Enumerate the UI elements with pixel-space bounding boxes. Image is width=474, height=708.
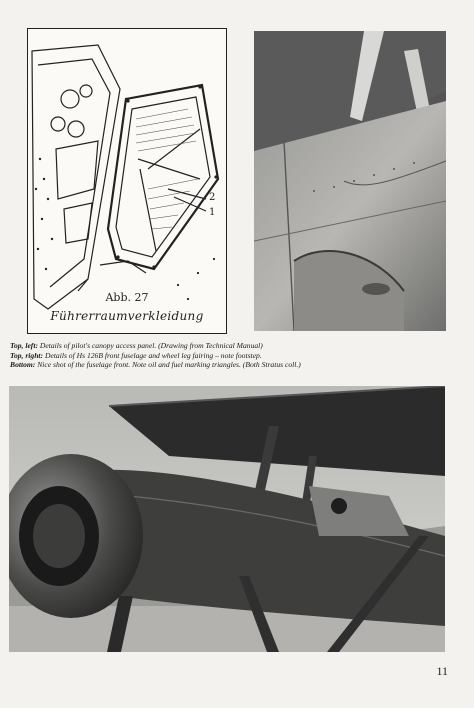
caption-lead: Top, left: <box>10 341 38 350</box>
figure-label: Abb. 27 <box>105 291 149 304</box>
canopy-panel-drawing <box>28 29 226 333</box>
page-number: 11 <box>436 664 448 678</box>
technical-drawing-panel <box>27 28 227 334</box>
fuselage-detail-photo <box>254 31 446 331</box>
caption-text: Details of Hs 126B front fuselage and wheel leg fairing – note footstep. <box>43 350 262 360</box>
caption-line <box>10 341 450 351</box>
caption-text: Details of pilot's canopy access panel. (Drawing from Technical Manual) <box>37 341 263 350</box>
caption-text: Nice shot of the fuselage front. Note oil and fuel marking triangles. (Both Stratus coll.) <box>35 360 301 370</box>
caption-line <box>10 360 450 370</box>
caption-lead: Bottom: <box>10 360 36 370</box>
figure-title: Führerraumverkleidung <box>50 309 204 323</box>
caption-line <box>10 351 450 361</box>
caption-lead: Top, right: <box>10 350 44 360</box>
photo-caption <box>10 341 450 370</box>
callout-2: 2 <box>209 192 216 203</box>
callout-1: 1 <box>209 207 216 218</box>
aircraft-front-photo <box>9 386 445 652</box>
